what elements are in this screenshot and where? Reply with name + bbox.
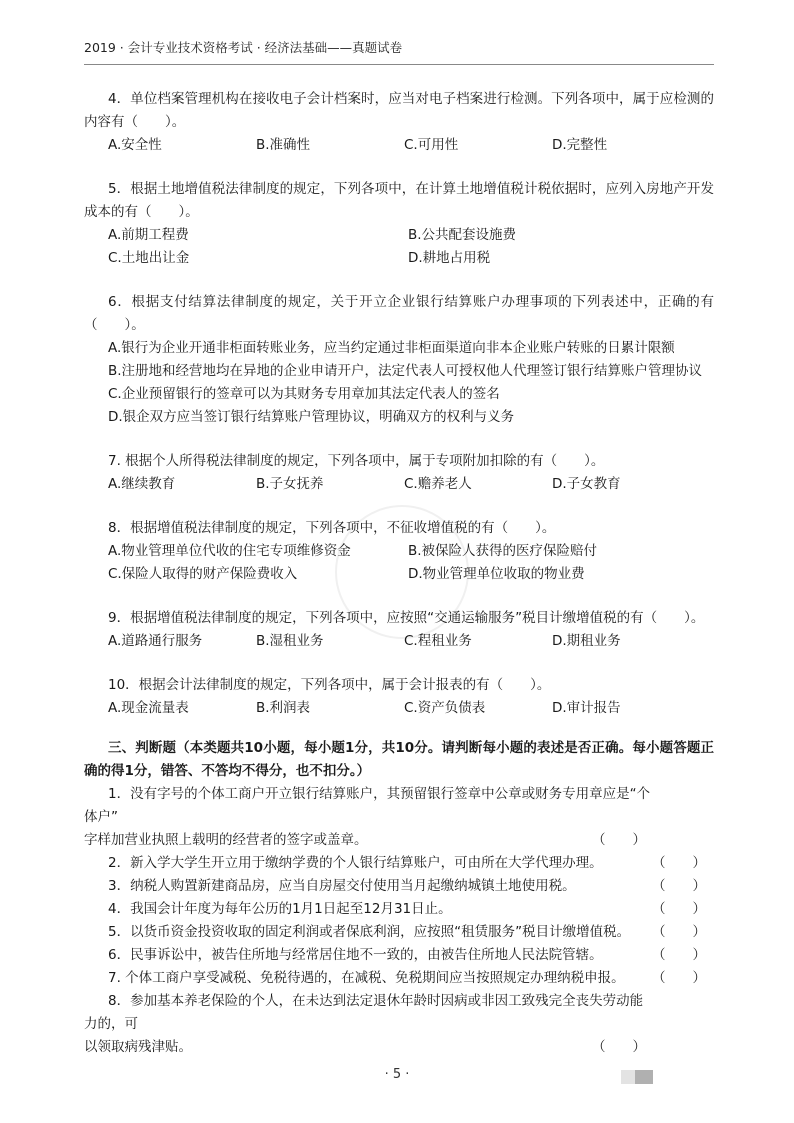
question-4: [84, 88, 714, 157]
answer-paren: （ ）: [652, 855, 706, 871]
option-row: [84, 630, 714, 653]
option-d: D.完整性: [552, 137, 608, 153]
question-stem: 10．根据会计法律制度的规定，下列各项中，属于会计报表的有（ ）。: [108, 677, 551, 693]
question-10: [84, 674, 714, 720]
option-c: C.程租业务: [404, 633, 472, 649]
option-a: A.道路通行服务: [108, 633, 203, 649]
option-b: B.公共配套设施费: [408, 227, 517, 243]
header-divider: [84, 64, 714, 65]
page-number: · 5 ·: [384, 1067, 410, 1082]
option-c: C.赡养老人: [404, 476, 472, 492]
question-stem: 9．根据增值税法律制度的规定，下列各项中，应按照“交通运输服务”税目计缴增值税的有（ ）。: [108, 610, 705, 626]
section-heading: 三、判断题（本类题共10小题，每小题1分，共10分。请判断每小题的表述是否正确。每小题答题正确的得1分，错答、不答均不得分，也不扣分。）: [84, 740, 714, 779]
tf-text: 7. 个体工商户享受减税、免税待遇的，在减税、免税期间应当按照规定办理纳税申报。: [108, 970, 625, 986]
option-b: B.准确性: [256, 137, 311, 153]
option-c: C.资产负债表: [404, 700, 486, 716]
answer-paren: （ ）: [592, 832, 646, 848]
tf-text-line2: [84, 1036, 654, 1059]
tf-item-2: [84, 852, 714, 875]
option-row: [84, 247, 714, 270]
option-c: C.可用性: [404, 137, 459, 153]
option-row: [84, 540, 714, 563]
tf-item-4: [84, 898, 714, 921]
running-header: [84, 38, 714, 56]
question-stem: 8．根据增值税法律制度的规定，下列各项中，不征收增值税的有（ ）。: [108, 520, 556, 536]
option-d: D.物业管理单位收取的物业费: [408, 566, 585, 582]
tf-text: 6．民事诉讼中，被告住所地与经常居住地不一致的，由被告住所地人民法院管辖。: [108, 947, 603, 963]
answer-paren: （ ）: [592, 1039, 646, 1055]
footer-block-dark: [635, 1070, 653, 1084]
question-stem: 7. 根据个人所得税法律制度的规定，下列各项中，属于专项附加扣除的有（ ）。: [108, 453, 605, 469]
option-b: B.注册地和经营地均在异地的企业申请开户，法定代表人可授权他人代理签订银行结算账户管理协议: [108, 363, 703, 379]
option-row: [84, 224, 714, 247]
tf-text: 字样加营业执照上载明的经营者的签字或盖章。: [84, 832, 368, 848]
option-d: D.期租业务: [552, 633, 621, 649]
option-c: C.企业预留银行的签章可以为其财务专用章加其法定代表人的签名: [108, 386, 500, 402]
option-d: D.子女教育: [552, 476, 621, 492]
tf-item-7: [84, 967, 714, 990]
option-a: A.继续教育: [108, 476, 176, 492]
option-row: [84, 563, 714, 586]
tf-text-line1: 8．参加基本养老保险的个人，在未达到法定退休年龄时因病或非因工致残完全丧失劳动能力的，可: [84, 993, 644, 1032]
option-a: A.物业管理单位代收的住宅专项维修资金: [108, 543, 351, 559]
option-b: B.被保险人获得的医疗保险赔付: [408, 543, 598, 559]
answer-paren: （ ）: [652, 901, 706, 917]
question-stem: 4．单位档案管理机构在接收电子会计档案时，应当对电子档案进行检测。下列各项中，属于应检测的内容有（ ）。: [84, 91, 714, 130]
tf-item-1: [84, 783, 714, 852]
option-row: [84, 473, 714, 496]
answer-paren: （ ）: [652, 924, 706, 940]
option-b: B.利润表: [256, 700, 311, 716]
question-6: [84, 291, 714, 429]
header-title: 2019 · 会计专业技术资格考试 · 经济法基础——真题试卷: [84, 40, 403, 55]
option-row: [84, 697, 714, 720]
option-a: A.现金流量表: [108, 700, 189, 716]
answer-paren: （ ）: [652, 970, 706, 986]
option-d: D.耕地占用税: [408, 250, 491, 266]
option-a: A.前期工程费: [108, 227, 189, 243]
option-a: A.安全性: [108, 137, 162, 153]
option-d: D.审计报告: [552, 700, 621, 716]
option-row: [84, 134, 714, 157]
footer-decoration: [621, 1070, 653, 1084]
question-stem: 5．根据土地增值税法律制度的规定，下列各项中，在计算土地增值税计税依据时，应列入房地产开发成本的有（ ）。: [84, 181, 714, 220]
tf-text: 2．新入学大学生开立用于缴纳学费的个人银行结算账户，可由所在大学代理办理。: [108, 855, 603, 871]
tf-text: 以领取病残津贴。: [84, 1039, 192, 1055]
tf-text-line2: [84, 829, 654, 852]
option-c: C.保险人取得的财产保险费收入: [108, 566, 298, 582]
question-stem: 6．根据支付结算法律制度的规定，关于开立企业银行结算账户办理事项的下列表述中，正确的有（ ）。: [84, 294, 714, 333]
tf-text: 4．我国会计年度为每年公历的1月1日起至12月31日止。: [108, 901, 452, 917]
footer-block-light: [621, 1070, 635, 1084]
option-b: B.子女抚养: [256, 476, 324, 492]
answer-paren: （ ）: [652, 947, 706, 963]
page-content: [84, 88, 714, 1059]
option-c: C.土地出让金: [108, 250, 190, 266]
question-5: [84, 178, 714, 270]
tf-text: 3．纳税人购置新建商品房，应当自房屋交付使用当月起缴纳城镇土地使用税。: [108, 878, 576, 894]
option-a: A.银行为企业开通非柜面转账业务，应当约定通过非柜面渠道向非本企业账户转账的日累计限额: [108, 340, 675, 356]
tf-text-line1: 1．没有字号的个体工商户开立银行结算账户，其预留银行签章中公章或财务专用章应是“个体户”: [84, 786, 651, 825]
option-d: D.银企双方应当签订银行结算账户管理协议，明确双方的权利与义务: [108, 409, 515, 425]
answer-paren: （ ）: [652, 878, 706, 894]
tf-item-6: [84, 944, 714, 967]
question-7: [84, 450, 714, 496]
tf-item-3: [84, 875, 714, 898]
question-8: [84, 517, 714, 586]
tf-item-5: [84, 921, 714, 944]
option-b: B.湿租业务: [256, 633, 324, 649]
tf-text: 5．以货币资金投资收取的固定利润或者保底利润，应按照“租赁服务”税目计缴增值税。: [108, 924, 631, 940]
tf-item-8: [84, 990, 714, 1059]
question-9: [84, 607, 714, 653]
